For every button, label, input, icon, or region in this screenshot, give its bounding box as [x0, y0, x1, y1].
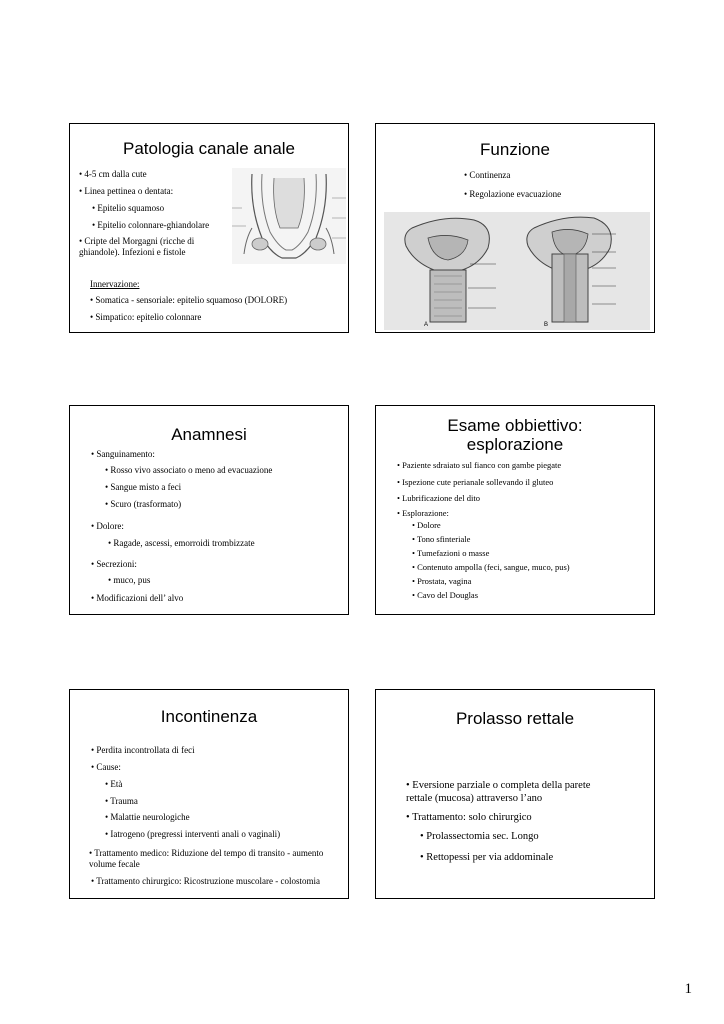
sub-bullet: • Tono sfinteriale: [412, 534, 471, 544]
bullet: • Regolazione evacuazione: [464, 189, 562, 199]
sub-bullet: • Rosso vivo associato o meno ad evacuazione: [105, 465, 273, 475]
slide-prolasso-rettale: [375, 689, 655, 899]
bullet: • Continenza: [464, 170, 511, 180]
bullet: • Sanguinamento:: [91, 449, 155, 459]
svg-text:B: B: [544, 322, 549, 328]
sub-bullet: • Simpatico: epitelio colonnare: [90, 312, 202, 322]
bullet: • Ispezione cute perianale sollevando il gluteo: [397, 477, 554, 487]
bullet: • Perdita incontrollata di feci: [91, 745, 195, 755]
bullet: • Dolore:: [91, 521, 124, 531]
sub-bullet: • Malattie neurologiche: [105, 812, 190, 822]
sub-bullet: • Rettopessi per via addominale: [420, 852, 554, 863]
sub-bullet: • Cavo del Douglas: [412, 590, 479, 600]
bullet-continuation: volume fecale: [89, 859, 140, 869]
bullet: • Paziente sdraiato sul fianco con gambe piegate: [397, 460, 562, 470]
bullet: • Trattamento: solo chirurgico: [406, 812, 532, 823]
slide-title: Incontinenza: [160, 707, 258, 726]
slide-title-line-2: esplorazione: [466, 435, 564, 454]
sub-bullet: • Scuro (trasformato): [105, 499, 182, 509]
sub-bullet: • Trauma: [105, 796, 138, 806]
slide-funzione: [375, 123, 655, 333]
sub-bullet: • muco, pus: [108, 575, 151, 585]
sub-bullet: • Iatrogeno (pregressi interventi anali o vaginali): [105, 829, 281, 839]
sub-bullet: • Prolassectomia sec. Longo: [420, 831, 539, 842]
bullet: • Eversione parziale o completa della parete: [406, 780, 591, 791]
slide-title: Prolasso rettale: [455, 709, 575, 728]
sub-bullet: • Ragade, ascessi, emorroidi trombizzate: [108, 538, 255, 548]
bullet: • Lubrificazione del dito: [397, 493, 480, 503]
slide-title: Patologia canale anale: [122, 139, 296, 158]
bullet: • Cause:: [91, 762, 121, 772]
sub-bullet: • Prostata, vagina: [412, 576, 472, 586]
slide-title: Anamnesi: [171, 425, 247, 444]
slide-incontinenza: [69, 689, 349, 899]
bullet-continuation: ghiandole). Infezioni e fistole: [79, 247, 186, 257]
slide-anamnesi: [69, 405, 349, 615]
sub-bullet: • Età: [105, 779, 123, 789]
bullet: • Cripte del Morgagni (ricche di: [79, 236, 195, 246]
bullet: • Esplorazione:: [397, 508, 449, 518]
sub-bullet: • Contenuto ampolla (feci, sangue, muco, pus): [412, 562, 570, 572]
sub-bullet: • Epitelio squamoso: [92, 203, 165, 213]
sub-bullet: • Tumefazioni o masse: [412, 548, 490, 558]
bullet: • 4-5 cm dalla cute: [79, 169, 147, 179]
slide-title: Esame obbiettivo:: [447, 416, 583, 435]
bullet: • Linea pettinea o dentata:: [79, 186, 174, 196]
slide-title: Funzione: [480, 140, 550, 159]
bullet: • Trattamento medico: Riduzione del tempo di transito - aumento: [89, 848, 324, 858]
sphincter-anatomy-figure: [384, 212, 650, 330]
innervazione-label: Innervazione:: [90, 279, 140, 289]
sub-bullet: • Sangue misto a feci: [105, 482, 182, 492]
sub-bullet: • Dolore: [412, 520, 441, 530]
anal-canal-diagram: [232, 168, 346, 264]
svg-text:A: A: [424, 322, 429, 328]
page-number: 1: [684, 981, 692, 997]
sub-bullet: • Somatica - sensoriale: epitelio squamoso (DOLORE): [90, 295, 288, 305]
bullet: • Trattamento chirurgico: Ricostruzione muscolare - colostomia: [91, 876, 320, 886]
bullet-continuation: rettale (mucosa) attraverso l’ano: [406, 793, 543, 804]
sub-bullet: • Epitelio colonnare-ghiandolare: [92, 220, 210, 230]
bullet: • Modificazioni dell’ alvo: [91, 593, 184, 603]
bullet: • Secrezioni:: [91, 559, 137, 569]
slide-patologia-canale-anale: [69, 123, 349, 333]
slide-esame-obbiettivo: [375, 405, 655, 615]
